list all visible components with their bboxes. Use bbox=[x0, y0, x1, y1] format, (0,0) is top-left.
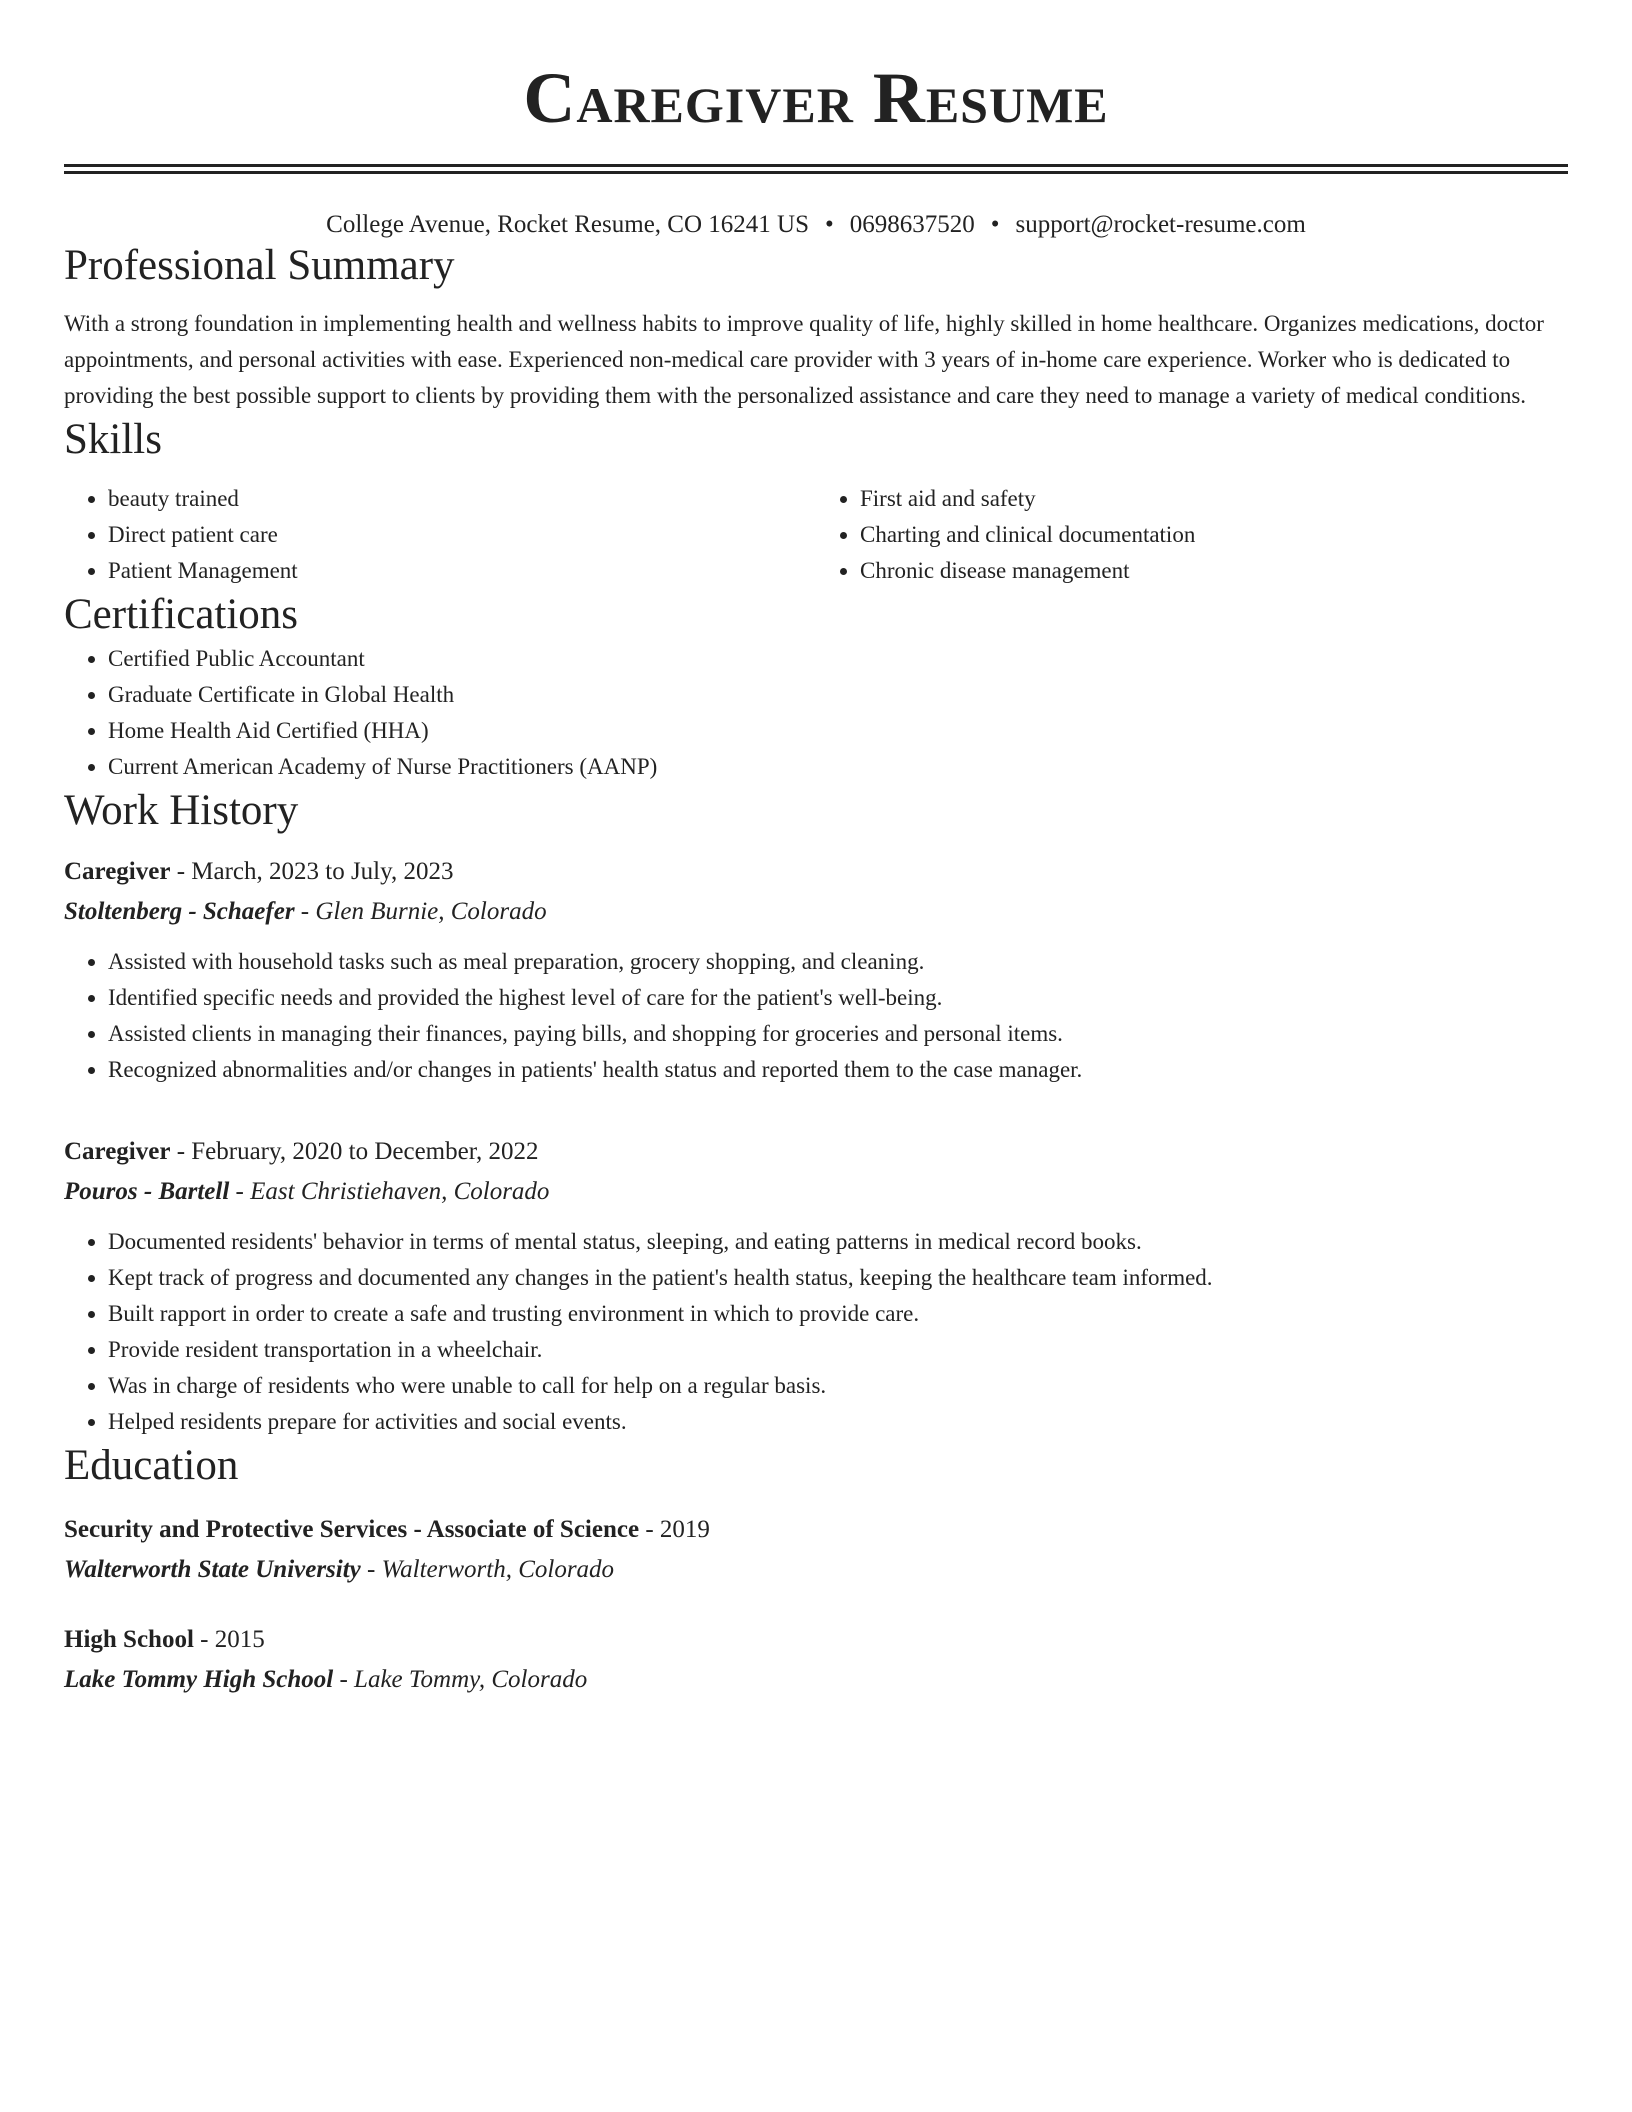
contact-email[interactable]: support@rocket-resume.com bbox=[1015, 211, 1306, 238]
certification-item: • Certified Public Accountant bbox=[108, 641, 1568, 677]
skill-item: • Chronic disease management bbox=[860, 553, 1568, 589]
job-duty-item: • Kept track of progress and documented any changes in the patient's health status, keeping the healthcare team informed. bbox=[108, 1260, 1568, 1296]
education-location: - Walterworth, Colorado bbox=[360, 1555, 615, 1583]
education-year: - 2019 bbox=[639, 1515, 710, 1543]
job-duty-item: • Built rapport in order to create a safe and trusting environment in which to provide care. bbox=[108, 1296, 1568, 1332]
title-double-rule bbox=[64, 164, 1568, 174]
job-dates: - March, 2023 to July, 2023 bbox=[170, 858, 454, 886]
skill-item: • Charting and clinical documentation bbox=[860, 517, 1568, 553]
education-degree: Security and Protective Services - Associate of Science bbox=[64, 1515, 640, 1543]
education-entry bbox=[64, 1620, 1568, 1700]
job-employer-line bbox=[64, 1172, 1568, 1212]
contact-separator: • bbox=[824, 211, 834, 238]
education-degree-line bbox=[64, 1620, 1568, 1660]
education-degree-line bbox=[64, 1510, 1568, 1550]
skills-heading: Skills bbox=[64, 415, 162, 463]
education-heading: Education bbox=[64, 1442, 239, 1490]
job-duty-item: • Recognized abnormalities and/or changes in patients' health status and reported them to the case manager. bbox=[108, 1052, 1568, 1088]
job-location: - East Christiehaven, Colorado bbox=[229, 1178, 550, 1206]
job-duty-item: • Assisted with household tasks such as meal preparation, grocery shopping, and cleaning. bbox=[108, 944, 1568, 980]
resume-title: Caregiver Resume bbox=[523, 58, 1109, 138]
job-dates: - February, 2020 to December, 2022 bbox=[170, 1138, 539, 1166]
skills-columns bbox=[64, 481, 1568, 589]
certifications-heading: Certifications bbox=[64, 591, 299, 639]
job-location: - Glen Burnie, Colorado bbox=[294, 898, 547, 926]
skill-item: • First aid and safety bbox=[860, 481, 1568, 517]
education-school-line bbox=[64, 1660, 1568, 1700]
certification-item: • Home Health Aid Certified (HHA) bbox=[108, 713, 1568, 749]
job-duty-item: • Identified specific needs and provided the highest level of care for the patient's well-being. bbox=[108, 980, 1568, 1016]
education-school: Lake Tommy High School bbox=[64, 1665, 334, 1693]
skills-list-right bbox=[816, 481, 1568, 589]
job-title-line bbox=[64, 1132, 1568, 1172]
education-degree: High School bbox=[64, 1625, 194, 1653]
job-duty-item: • Assisted clients in managing their finances, paying bills, and shopping for groceries and personal items. bbox=[108, 1016, 1568, 1052]
job-duty-item: • Was in charge of residents who were unable to call for help on a regular basis. bbox=[108, 1368, 1568, 1404]
skill-item: • Patient Management bbox=[108, 553, 816, 589]
job-title: Caregiver bbox=[64, 858, 171, 886]
summary-text: With a strong foundation in implementing health and wellness habits to improve quality of life, highly skilled in home healthcare. Organizes medications, doctor appointments, and personal activities with ease. Experienced non-medical care provider with 3 years of in-home care experience. Worker who is dedicated to providing the best possible support to clients by providing them with the personalized assistance and care they need to manage a variety of medical conditions. bbox=[64, 310, 1544, 408]
job-employer-line bbox=[64, 892, 1568, 932]
education-location: - Lake Tommy, Colorado bbox=[333, 1665, 588, 1693]
certification-item: • Current American Academy of Nurse Practitioners (AANP) bbox=[108, 749, 1568, 785]
summary-heading: Professional Summary bbox=[64, 242, 455, 289]
contact-line bbox=[64, 210, 1568, 240]
job-duties-list bbox=[64, 944, 1568, 1088]
contact-address: College Avenue, Rocket Resume, CO 16241 US bbox=[326, 211, 809, 238]
contact-phone: 0698637520 bbox=[849, 211, 975, 238]
education-year: - 2015 bbox=[193, 1625, 265, 1653]
job-employer: Pouros - Bartell bbox=[64, 1178, 230, 1206]
job-duty-item: • Helped residents prepare for activities and social events. bbox=[108, 1404, 1568, 1440]
job-title: Caregiver bbox=[64, 1138, 171, 1166]
certification-item: • Graduate Certificate in Global Health bbox=[108, 677, 1568, 713]
education-entry bbox=[64, 1510, 1568, 1590]
job-duty-item: • Provide resident transportation in a wheelchair. bbox=[108, 1332, 1568, 1368]
contact-separator: • bbox=[990, 211, 1000, 238]
education-school: Walterworth State University bbox=[64, 1555, 361, 1583]
job-duties-list bbox=[64, 1224, 1568, 1440]
job-duty-item: • Documented residents' behavior in terms of mental status, sleeping, and eating patterns in medical record books. bbox=[108, 1224, 1568, 1260]
job-entry bbox=[64, 852, 1568, 1088]
job-employer: Stoltenberg - Schaefer bbox=[64, 898, 295, 926]
skill-item: • Direct patient care bbox=[108, 517, 816, 553]
skill-item: • beauty trained bbox=[108, 481, 816, 517]
certifications-list bbox=[64, 641, 1568, 785]
skills-list-left bbox=[64, 481, 816, 589]
education-school-line bbox=[64, 1550, 1568, 1590]
job-entry bbox=[64, 1132, 1568, 1440]
job-title-line bbox=[64, 852, 1568, 892]
work-history-heading: Work History bbox=[64, 786, 299, 834]
